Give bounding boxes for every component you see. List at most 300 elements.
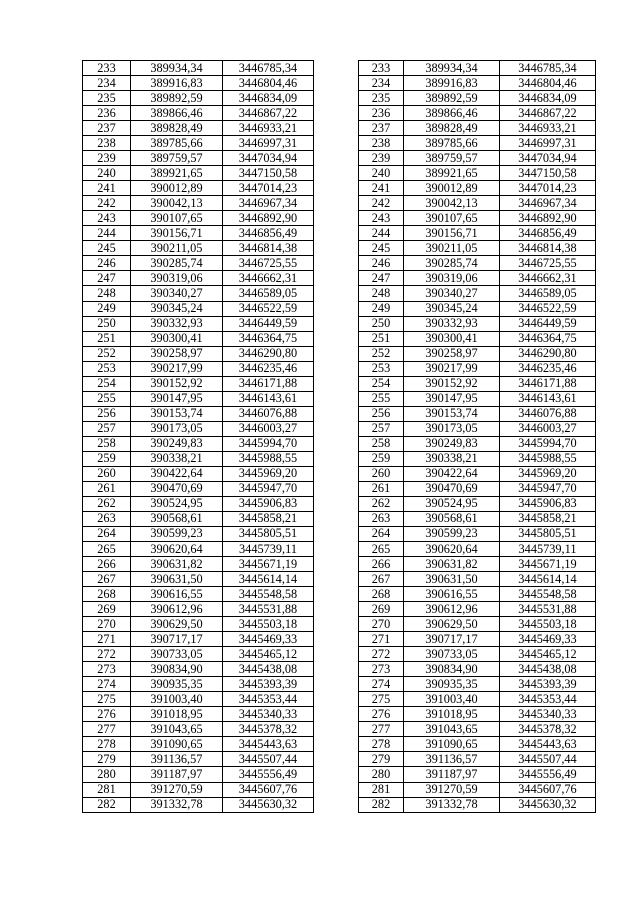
gap-cell: [314, 91, 359, 106]
table-row: [83, 196, 596, 211]
right-point-number-cell: 252: [359, 346, 404, 361]
left-x-coordinate-cell: 390338,21: [131, 451, 223, 466]
left-y-coordinate-cell: 3446076,88: [223, 406, 314, 421]
left-y-coordinate-cell: 3447034,94: [223, 151, 314, 166]
gap-cell: [314, 557, 359, 572]
right-point-number-cell: 244: [359, 226, 404, 241]
left-point-number-cell: 238: [83, 136, 131, 151]
right-x-coordinate-cell: 391270,59: [404, 782, 500, 797]
left-y-coordinate-cell: 3446804,46: [223, 76, 314, 91]
left-y-coordinate-cell: 3445607,76: [223, 782, 314, 797]
right-x-coordinate-cell: 390332,93: [404, 316, 500, 331]
table-row: [83, 346, 596, 361]
right-y-coordinate-cell: 3446892,90: [500, 211, 596, 226]
gap-cell: [314, 632, 359, 647]
gap-cell: [314, 376, 359, 391]
right-y-coordinate-cell: 3446785,34: [500, 61, 596, 76]
left-x-coordinate-cell: 390717,17: [131, 632, 223, 647]
table-row: [83, 241, 596, 256]
right-x-coordinate-cell: 390249,83: [404, 436, 500, 451]
left-point-number-cell: 282: [83, 797, 131, 812]
right-y-coordinate-cell: 3446589,05: [500, 286, 596, 301]
table-row: [83, 451, 596, 466]
table-row: [83, 121, 596, 136]
gap-cell: [314, 436, 359, 451]
right-y-coordinate-cell: 3445607,76: [500, 782, 596, 797]
left-x-coordinate-cell: 389785,66: [131, 136, 223, 151]
gap-cell: [314, 181, 359, 196]
right-x-coordinate-cell: 390733,05: [404, 647, 500, 662]
right-point-number-cell: 253: [359, 361, 404, 376]
left-x-coordinate-cell: 390345,24: [131, 301, 223, 316]
right-point-number-cell: 280: [359, 767, 404, 782]
right-point-number-cell: 236: [359, 106, 404, 121]
gap-cell: [314, 737, 359, 752]
right-y-coordinate-cell: 3445988,55: [500, 451, 596, 466]
left-x-coordinate-cell: 390107,65: [131, 211, 223, 226]
coordinates-table: [82, 60, 596, 813]
left-y-coordinate-cell: 3445994,70: [223, 436, 314, 451]
left-x-coordinate-cell: 391018,95: [131, 707, 223, 722]
table-row: [83, 602, 596, 617]
left-y-coordinate-cell: 3445353,44: [223, 692, 314, 707]
right-point-number-cell: 261: [359, 481, 404, 496]
gap-cell: [314, 166, 359, 181]
left-point-number-cell: 246: [83, 256, 131, 271]
left-x-coordinate-cell: 391003,40: [131, 692, 223, 707]
left-x-coordinate-cell: 391136,57: [131, 752, 223, 767]
table-row: [83, 316, 596, 331]
left-point-number-cell: 268: [83, 587, 131, 602]
left-point-number-cell: 241: [83, 181, 131, 196]
gap-cell: [314, 572, 359, 587]
right-y-coordinate-cell: 3445994,70: [500, 436, 596, 451]
right-point-number-cell: 246: [359, 256, 404, 271]
right-y-coordinate-cell: 3446814,38: [500, 241, 596, 256]
left-point-number-cell: 250: [83, 316, 131, 331]
left-y-coordinate-cell: 3446814,38: [223, 241, 314, 256]
left-y-coordinate-cell: 3446834,09: [223, 91, 314, 106]
left-x-coordinate-cell: 390340,27: [131, 286, 223, 301]
left-y-coordinate-cell: 3445469,33: [223, 632, 314, 647]
left-y-coordinate-cell: 3446785,34: [223, 61, 314, 76]
table-row: [83, 557, 596, 572]
right-y-coordinate-cell: 3446364,75: [500, 331, 596, 346]
gap-cell: [314, 361, 359, 376]
left-point-number-cell: 240: [83, 166, 131, 181]
table-row: [83, 391, 596, 406]
right-y-coordinate-cell: 3445469,33: [500, 632, 596, 647]
left-x-coordinate-cell: 391332,78: [131, 797, 223, 812]
left-point-number-cell: 278: [83, 737, 131, 752]
left-y-coordinate-cell: 3446171,88: [223, 376, 314, 391]
right-x-coordinate-cell: 389759,57: [404, 151, 500, 166]
gap-cell: [314, 421, 359, 436]
right-point-number-cell: 248: [359, 286, 404, 301]
left-point-number-cell: 277: [83, 722, 131, 737]
left-y-coordinate-cell: 3446892,90: [223, 211, 314, 226]
right-x-coordinate-cell: 390153,74: [404, 406, 500, 421]
right-point-number-cell: 233: [359, 61, 404, 76]
left-x-coordinate-cell: 390156,71: [131, 226, 223, 241]
right-x-coordinate-cell: 390599,23: [404, 526, 500, 541]
left-x-coordinate-cell: 390153,74: [131, 406, 223, 421]
left-point-number-cell: 244: [83, 226, 131, 241]
gap-cell: [314, 301, 359, 316]
right-y-coordinate-cell: 3446290,80: [500, 346, 596, 361]
table-row: [83, 226, 596, 241]
right-point-number-cell: 270: [359, 617, 404, 632]
left-point-number-cell: 252: [83, 346, 131, 361]
left-x-coordinate-cell: 391270,59: [131, 782, 223, 797]
gap-cell: [314, 587, 359, 602]
right-y-coordinate-cell: 3445507,44: [500, 752, 596, 767]
gap-cell: [314, 466, 359, 481]
left-x-coordinate-cell: 390012,89: [131, 181, 223, 196]
table-row: [83, 286, 596, 301]
left-point-number-cell: 235: [83, 91, 131, 106]
left-x-coordinate-cell: 390733,05: [131, 647, 223, 662]
right-y-coordinate-cell: 3446449,59: [500, 316, 596, 331]
left-x-coordinate-cell: 390152,92: [131, 376, 223, 391]
left-point-number-cell: 256: [83, 406, 131, 421]
left-x-coordinate-cell: 390616,55: [131, 587, 223, 602]
left-y-coordinate-cell: 3445906,83: [223, 496, 314, 511]
left-point-number-cell: 262: [83, 496, 131, 511]
left-point-number-cell: 243: [83, 211, 131, 226]
right-y-coordinate-cell: 3446867,22: [500, 106, 596, 121]
table-row: [83, 797, 596, 812]
right-point-number-cell: 249: [359, 301, 404, 316]
right-point-number-cell: 234: [359, 76, 404, 91]
right-y-coordinate-cell: 3446834,09: [500, 91, 596, 106]
gap-cell: [314, 391, 359, 406]
right-x-coordinate-cell: 390042,13: [404, 196, 500, 211]
left-x-coordinate-cell: 390631,50: [131, 572, 223, 587]
gap-cell: [314, 692, 359, 707]
left-point-number-cell: 266: [83, 557, 131, 572]
gap-cell: [314, 782, 359, 797]
right-x-coordinate-cell: 391136,57: [404, 752, 500, 767]
table-row: [83, 722, 596, 737]
left-y-coordinate-cell: 3445630,32: [223, 797, 314, 812]
left-y-coordinate-cell: 3446867,22: [223, 106, 314, 121]
right-y-coordinate-cell: 3446171,88: [500, 376, 596, 391]
gap-cell: [314, 271, 359, 286]
left-y-coordinate-cell: 3446522,59: [223, 301, 314, 316]
left-point-number-cell: 263: [83, 511, 131, 526]
right-y-coordinate-cell: 3446662,31: [500, 271, 596, 286]
right-x-coordinate-cell: 390012,89: [404, 181, 500, 196]
left-x-coordinate-cell: 390524,95: [131, 496, 223, 511]
left-y-coordinate-cell: 3446725,55: [223, 256, 314, 271]
table-row: [83, 782, 596, 797]
left-y-coordinate-cell: 3445503,18: [223, 617, 314, 632]
left-point-number-cell: 253: [83, 361, 131, 376]
right-y-coordinate-cell: 3445378,32: [500, 722, 596, 737]
table-row: [83, 106, 596, 121]
right-point-number-cell: 268: [359, 587, 404, 602]
right-point-number-cell: 238: [359, 136, 404, 151]
left-x-coordinate-cell: 389916,83: [131, 76, 223, 91]
right-y-coordinate-cell: 3446143,61: [500, 391, 596, 406]
left-point-number-cell: 233: [83, 61, 131, 76]
left-y-coordinate-cell: 3446003,27: [223, 421, 314, 436]
left-point-number-cell: 267: [83, 572, 131, 587]
gap-cell: [314, 196, 359, 211]
gap-cell: [314, 331, 359, 346]
left-y-coordinate-cell: 3446449,59: [223, 316, 314, 331]
right-point-number-cell: 239: [359, 151, 404, 166]
left-y-coordinate-cell: 3445671,19: [223, 557, 314, 572]
left-point-number-cell: 272: [83, 647, 131, 662]
left-y-coordinate-cell: 3445947,70: [223, 481, 314, 496]
right-x-coordinate-cell: 390300,41: [404, 331, 500, 346]
right-point-number-cell: 259: [359, 451, 404, 466]
right-y-coordinate-cell: 3445969,20: [500, 466, 596, 481]
right-x-coordinate-cell: 390156,71: [404, 226, 500, 241]
left-y-coordinate-cell: 3445378,32: [223, 722, 314, 737]
left-point-number-cell: 261: [83, 481, 131, 496]
table-row: [83, 542, 596, 557]
table-row: [83, 632, 596, 647]
right-x-coordinate-cell: 390470,69: [404, 481, 500, 496]
table-row: [83, 91, 596, 106]
left-y-coordinate-cell: 3445858,21: [223, 511, 314, 526]
gap-cell: [314, 151, 359, 166]
table-row: [83, 511, 596, 526]
gap-cell: [314, 316, 359, 331]
gap-cell: [314, 61, 359, 76]
left-point-number-cell: 239: [83, 151, 131, 166]
left-point-number-cell: 245: [83, 241, 131, 256]
gap-cell: [314, 121, 359, 136]
left-y-coordinate-cell: 3445443,63: [223, 737, 314, 752]
table-row: [83, 436, 596, 451]
right-x-coordinate-cell: 390173,05: [404, 421, 500, 436]
left-y-coordinate-cell: 3445614,14: [223, 572, 314, 587]
right-point-number-cell: 235: [359, 91, 404, 106]
table-row: [83, 737, 596, 752]
left-x-coordinate-cell: 389828,49: [131, 121, 223, 136]
left-y-coordinate-cell: 3445438,08: [223, 662, 314, 677]
right-point-number-cell: 258: [359, 436, 404, 451]
right-point-number-cell: 260: [359, 466, 404, 481]
right-x-coordinate-cell: 390319,06: [404, 271, 500, 286]
table-row: [83, 692, 596, 707]
table-row: [83, 496, 596, 511]
right-x-coordinate-cell: 391090,65: [404, 737, 500, 752]
left-y-coordinate-cell: 3446235,46: [223, 361, 314, 376]
right-x-coordinate-cell: 391018,95: [404, 707, 500, 722]
gap-cell: [314, 76, 359, 91]
right-x-coordinate-cell: 390616,55: [404, 587, 500, 602]
left-x-coordinate-cell: 391187,97: [131, 767, 223, 782]
right-y-coordinate-cell: 3445531,88: [500, 602, 596, 617]
gap-cell: [314, 496, 359, 511]
right-y-coordinate-cell: 3447034,94: [500, 151, 596, 166]
left-x-coordinate-cell: 390258,97: [131, 346, 223, 361]
right-y-coordinate-cell: 3446235,46: [500, 361, 596, 376]
left-x-coordinate-cell: 390629,50: [131, 617, 223, 632]
left-x-coordinate-cell: 389759,57: [131, 151, 223, 166]
gap-cell: [314, 511, 359, 526]
left-point-number-cell: 237: [83, 121, 131, 136]
left-y-coordinate-cell: 3446967,34: [223, 196, 314, 211]
right-point-number-cell: 281: [359, 782, 404, 797]
right-y-coordinate-cell: 3445858,21: [500, 511, 596, 526]
gap-cell: [314, 106, 359, 121]
right-x-coordinate-cell: 390422,64: [404, 466, 500, 481]
right-point-number-cell: 251: [359, 331, 404, 346]
left-x-coordinate-cell: 390631,82: [131, 557, 223, 572]
left-x-coordinate-cell: 390173,05: [131, 421, 223, 436]
right-x-coordinate-cell: 391003,40: [404, 692, 500, 707]
right-y-coordinate-cell: 3446522,59: [500, 301, 596, 316]
right-x-coordinate-cell: 389785,66: [404, 136, 500, 151]
right-x-coordinate-cell: 390285,74: [404, 256, 500, 271]
right-x-coordinate-cell: 390631,82: [404, 557, 500, 572]
left-y-coordinate-cell: 3446856,49: [223, 226, 314, 241]
right-x-coordinate-cell: 390631,50: [404, 572, 500, 587]
right-x-coordinate-cell: 389828,49: [404, 121, 500, 136]
table-row: [83, 421, 596, 436]
left-y-coordinate-cell: 3447014,23: [223, 181, 314, 196]
right-x-coordinate-cell: 389866,46: [404, 106, 500, 121]
right-y-coordinate-cell: 3446804,46: [500, 76, 596, 91]
gap-cell: [314, 707, 359, 722]
right-y-coordinate-cell: 3446856,49: [500, 226, 596, 241]
left-point-number-cell: 251: [83, 331, 131, 346]
table-row: [83, 481, 596, 496]
right-point-number-cell: 245: [359, 241, 404, 256]
table-row: [83, 136, 596, 151]
table-row: [83, 271, 596, 286]
left-point-number-cell: 270: [83, 617, 131, 632]
left-y-coordinate-cell: 3445988,55: [223, 451, 314, 466]
left-x-coordinate-cell: 390568,61: [131, 511, 223, 526]
gap-cell: [314, 677, 359, 692]
left-point-number-cell: 264: [83, 526, 131, 541]
right-point-number-cell: 243: [359, 211, 404, 226]
right-x-coordinate-cell: 390524,95: [404, 496, 500, 511]
table-row: [83, 151, 596, 166]
left-x-coordinate-cell: 391090,65: [131, 737, 223, 752]
right-y-coordinate-cell: 3445340,33: [500, 707, 596, 722]
right-point-number-cell: 241: [359, 181, 404, 196]
gap-cell: [314, 226, 359, 241]
right-point-number-cell: 275: [359, 692, 404, 707]
right-y-coordinate-cell: 3445443,63: [500, 737, 596, 752]
right-point-number-cell: 266: [359, 557, 404, 572]
right-y-coordinate-cell: 3445465,12: [500, 647, 596, 662]
right-x-coordinate-cell: 390620,64: [404, 542, 500, 557]
left-point-number-cell: 279: [83, 752, 131, 767]
gap-cell: [314, 406, 359, 421]
right-y-coordinate-cell: 3447014,23: [500, 181, 596, 196]
left-y-coordinate-cell: 3445393,39: [223, 677, 314, 692]
right-x-coordinate-cell: 390152,92: [404, 376, 500, 391]
left-x-coordinate-cell: 390249,83: [131, 436, 223, 451]
gap-cell: [314, 451, 359, 466]
table-row: [83, 331, 596, 346]
left-point-number-cell: 257: [83, 421, 131, 436]
left-y-coordinate-cell: 3445531,88: [223, 602, 314, 617]
right-x-coordinate-cell: 391043,65: [404, 722, 500, 737]
right-y-coordinate-cell: 3445906,83: [500, 496, 596, 511]
right-y-coordinate-cell: 3446076,88: [500, 406, 596, 421]
gap-cell: [314, 526, 359, 541]
table-row: [83, 617, 596, 632]
left-point-number-cell: 275: [83, 692, 131, 707]
right-point-number-cell: 250: [359, 316, 404, 331]
right-x-coordinate-cell: 390568,61: [404, 511, 500, 526]
table-row: [83, 677, 596, 692]
gap-cell: [314, 241, 359, 256]
left-x-coordinate-cell: 390422,64: [131, 466, 223, 481]
right-y-coordinate-cell: 3445739,11: [500, 542, 596, 557]
left-x-coordinate-cell: 390834,90: [131, 662, 223, 677]
right-point-number-cell: 282: [359, 797, 404, 812]
gap-cell: [314, 617, 359, 632]
left-point-number-cell: 259: [83, 451, 131, 466]
gap-cell: [314, 767, 359, 782]
left-y-coordinate-cell: 3445340,33: [223, 707, 314, 722]
right-x-coordinate-cell: 390717,17: [404, 632, 500, 647]
right-x-coordinate-cell: 391332,78: [404, 797, 500, 812]
left-x-coordinate-cell: 390147,95: [131, 391, 223, 406]
right-y-coordinate-cell: 3446967,34: [500, 196, 596, 211]
right-point-number-cell: 247: [359, 271, 404, 286]
table-row: [83, 752, 596, 767]
right-y-coordinate-cell: 3445393,39: [500, 677, 596, 692]
gap-cell: [314, 286, 359, 301]
table-row: [83, 466, 596, 481]
right-y-coordinate-cell: 3445805,51: [500, 526, 596, 541]
right-point-number-cell: 257: [359, 421, 404, 436]
table-row: [83, 662, 596, 677]
right-point-number-cell: 277: [359, 722, 404, 737]
right-point-number-cell: 254: [359, 376, 404, 391]
left-x-coordinate-cell: 390620,64: [131, 542, 223, 557]
left-x-coordinate-cell: 390612,96: [131, 602, 223, 617]
table-row: [83, 647, 596, 662]
right-y-coordinate-cell: 3446725,55: [500, 256, 596, 271]
table-row: [83, 211, 596, 226]
right-y-coordinate-cell: 3445548,58: [500, 587, 596, 602]
left-point-number-cell: 258: [83, 436, 131, 451]
table-row: [83, 406, 596, 421]
left-y-coordinate-cell: 3446997,31: [223, 136, 314, 151]
right-point-number-cell: 273: [359, 662, 404, 677]
left-x-coordinate-cell: 390332,93: [131, 316, 223, 331]
right-point-number-cell: 279: [359, 752, 404, 767]
right-point-number-cell: 265: [359, 542, 404, 557]
coordinates-table-body: [83, 61, 596, 813]
right-point-number-cell: 262: [359, 496, 404, 511]
right-y-coordinate-cell: 3445556,49: [500, 767, 596, 782]
left-point-number-cell: 236: [83, 106, 131, 121]
left-x-coordinate-cell: 389866,46: [131, 106, 223, 121]
right-point-number-cell: 256: [359, 406, 404, 421]
right-point-number-cell: 271: [359, 632, 404, 647]
left-x-coordinate-cell: 389934,34: [131, 61, 223, 76]
table-row: [83, 301, 596, 316]
right-x-coordinate-cell: 390217,99: [404, 361, 500, 376]
left-point-number-cell: 281: [83, 782, 131, 797]
right-x-coordinate-cell: 389921,65: [404, 166, 500, 181]
table-row: [83, 526, 596, 541]
